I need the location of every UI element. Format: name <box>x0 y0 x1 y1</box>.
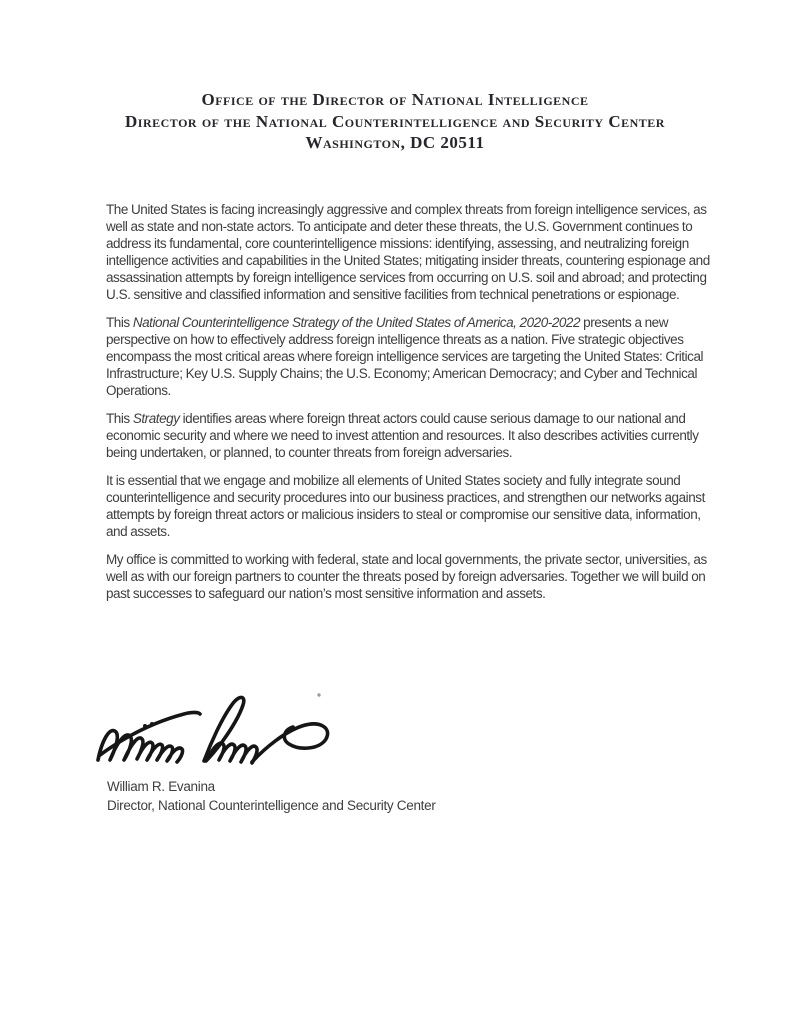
letterhead-city-line: Washington, DC 20511 <box>305 133 485 152</box>
letter-paragraph <box>106 472 710 540</box>
letter-body <box>106 201 710 613</box>
paragraph-text-segment: It is essential that we engage and mobilize all elements of United States society and fully integrate sound counterintelligence and security procedures into our business practices, and strengthen our networks against attempts by foreign threat actors or malicious insiders to steal or compromise our sensitive data, information, and assets. <box>106 473 705 539</box>
letter-paragraph <box>106 314 710 399</box>
letterhead-center-line: Director of the National Counterintelligence and Security Center <box>125 111 665 131</box>
letter-paragraph <box>106 410 710 461</box>
paragraph-text-segment: Strategy <box>132 411 180 426</box>
letterhead-office-line: Office of the Director of National Intelligence <box>201 90 589 109</box>
signer-block <box>107 778 436 815</box>
paragraph-text-segment: presents a new perspective on how to effectively address foreign intelligence threats as a nation. Five strategic objectives encompass the most critical areas where foreign intelligence services are targeting the United States: Critical Infrastructure; Key U.S. Supply Chains; the U.S. Economy; American Democracy; and Cyber and Technical Operations. <box>106 315 704 398</box>
letter-paragraph <box>106 201 710 303</box>
paragraph-text-segment: This <box>106 411 133 426</box>
paragraph-text-segment: My office is committed to working with federal, state and local governments, the private sector, universities, as well as with our foreign partners to counter the threats posed by foreign adversaries. Together we will build on past successes to safeguard our nation’s most sensitive information and assets. <box>106 552 707 601</box>
letterhead <box>0 89 790 154</box>
paragraph-text-segment: National Counterintelligence Strategy of the United States of America, 2020-2022 <box>132 315 581 330</box>
letter-paragraph <box>106 551 710 602</box>
paragraph-text-segment: The United States is facing increasingly aggressive and complex threats from foreign intelligence services, as well as state and non-state actors. To anticipate and deter these threats, the U.S. Government continues to address its fundamental, core counterintelligence missions: identifying, assessing, and neutralizing foreign intelligence activities and capabilities in the United States; mitigating insider threats, countering espionage and assassination attempts by foreign intelligence services from occurring on U.S. soil and abroad; and protecting U.S. sensitive and classified information and sensitive facilities from technical penetrations or espionage. <box>106 202 710 302</box>
signer-name: William R. Evanina <box>107 779 215 794</box>
signature-image <box>88 687 338 772</box>
signature-area <box>88 687 338 772</box>
signer-title: Director, National Counterintelligence and Security Center <box>107 797 436 813</box>
paragraph-text-segment: This <box>106 315 133 330</box>
paragraph-text-segment: identifies areas where foreign threat actors could cause serious damage to our national and economic security and where we need to invest attention and resources. It also describes activities currently being undertaken, or planned, to counter threats from foreign adversaries. <box>106 411 699 460</box>
